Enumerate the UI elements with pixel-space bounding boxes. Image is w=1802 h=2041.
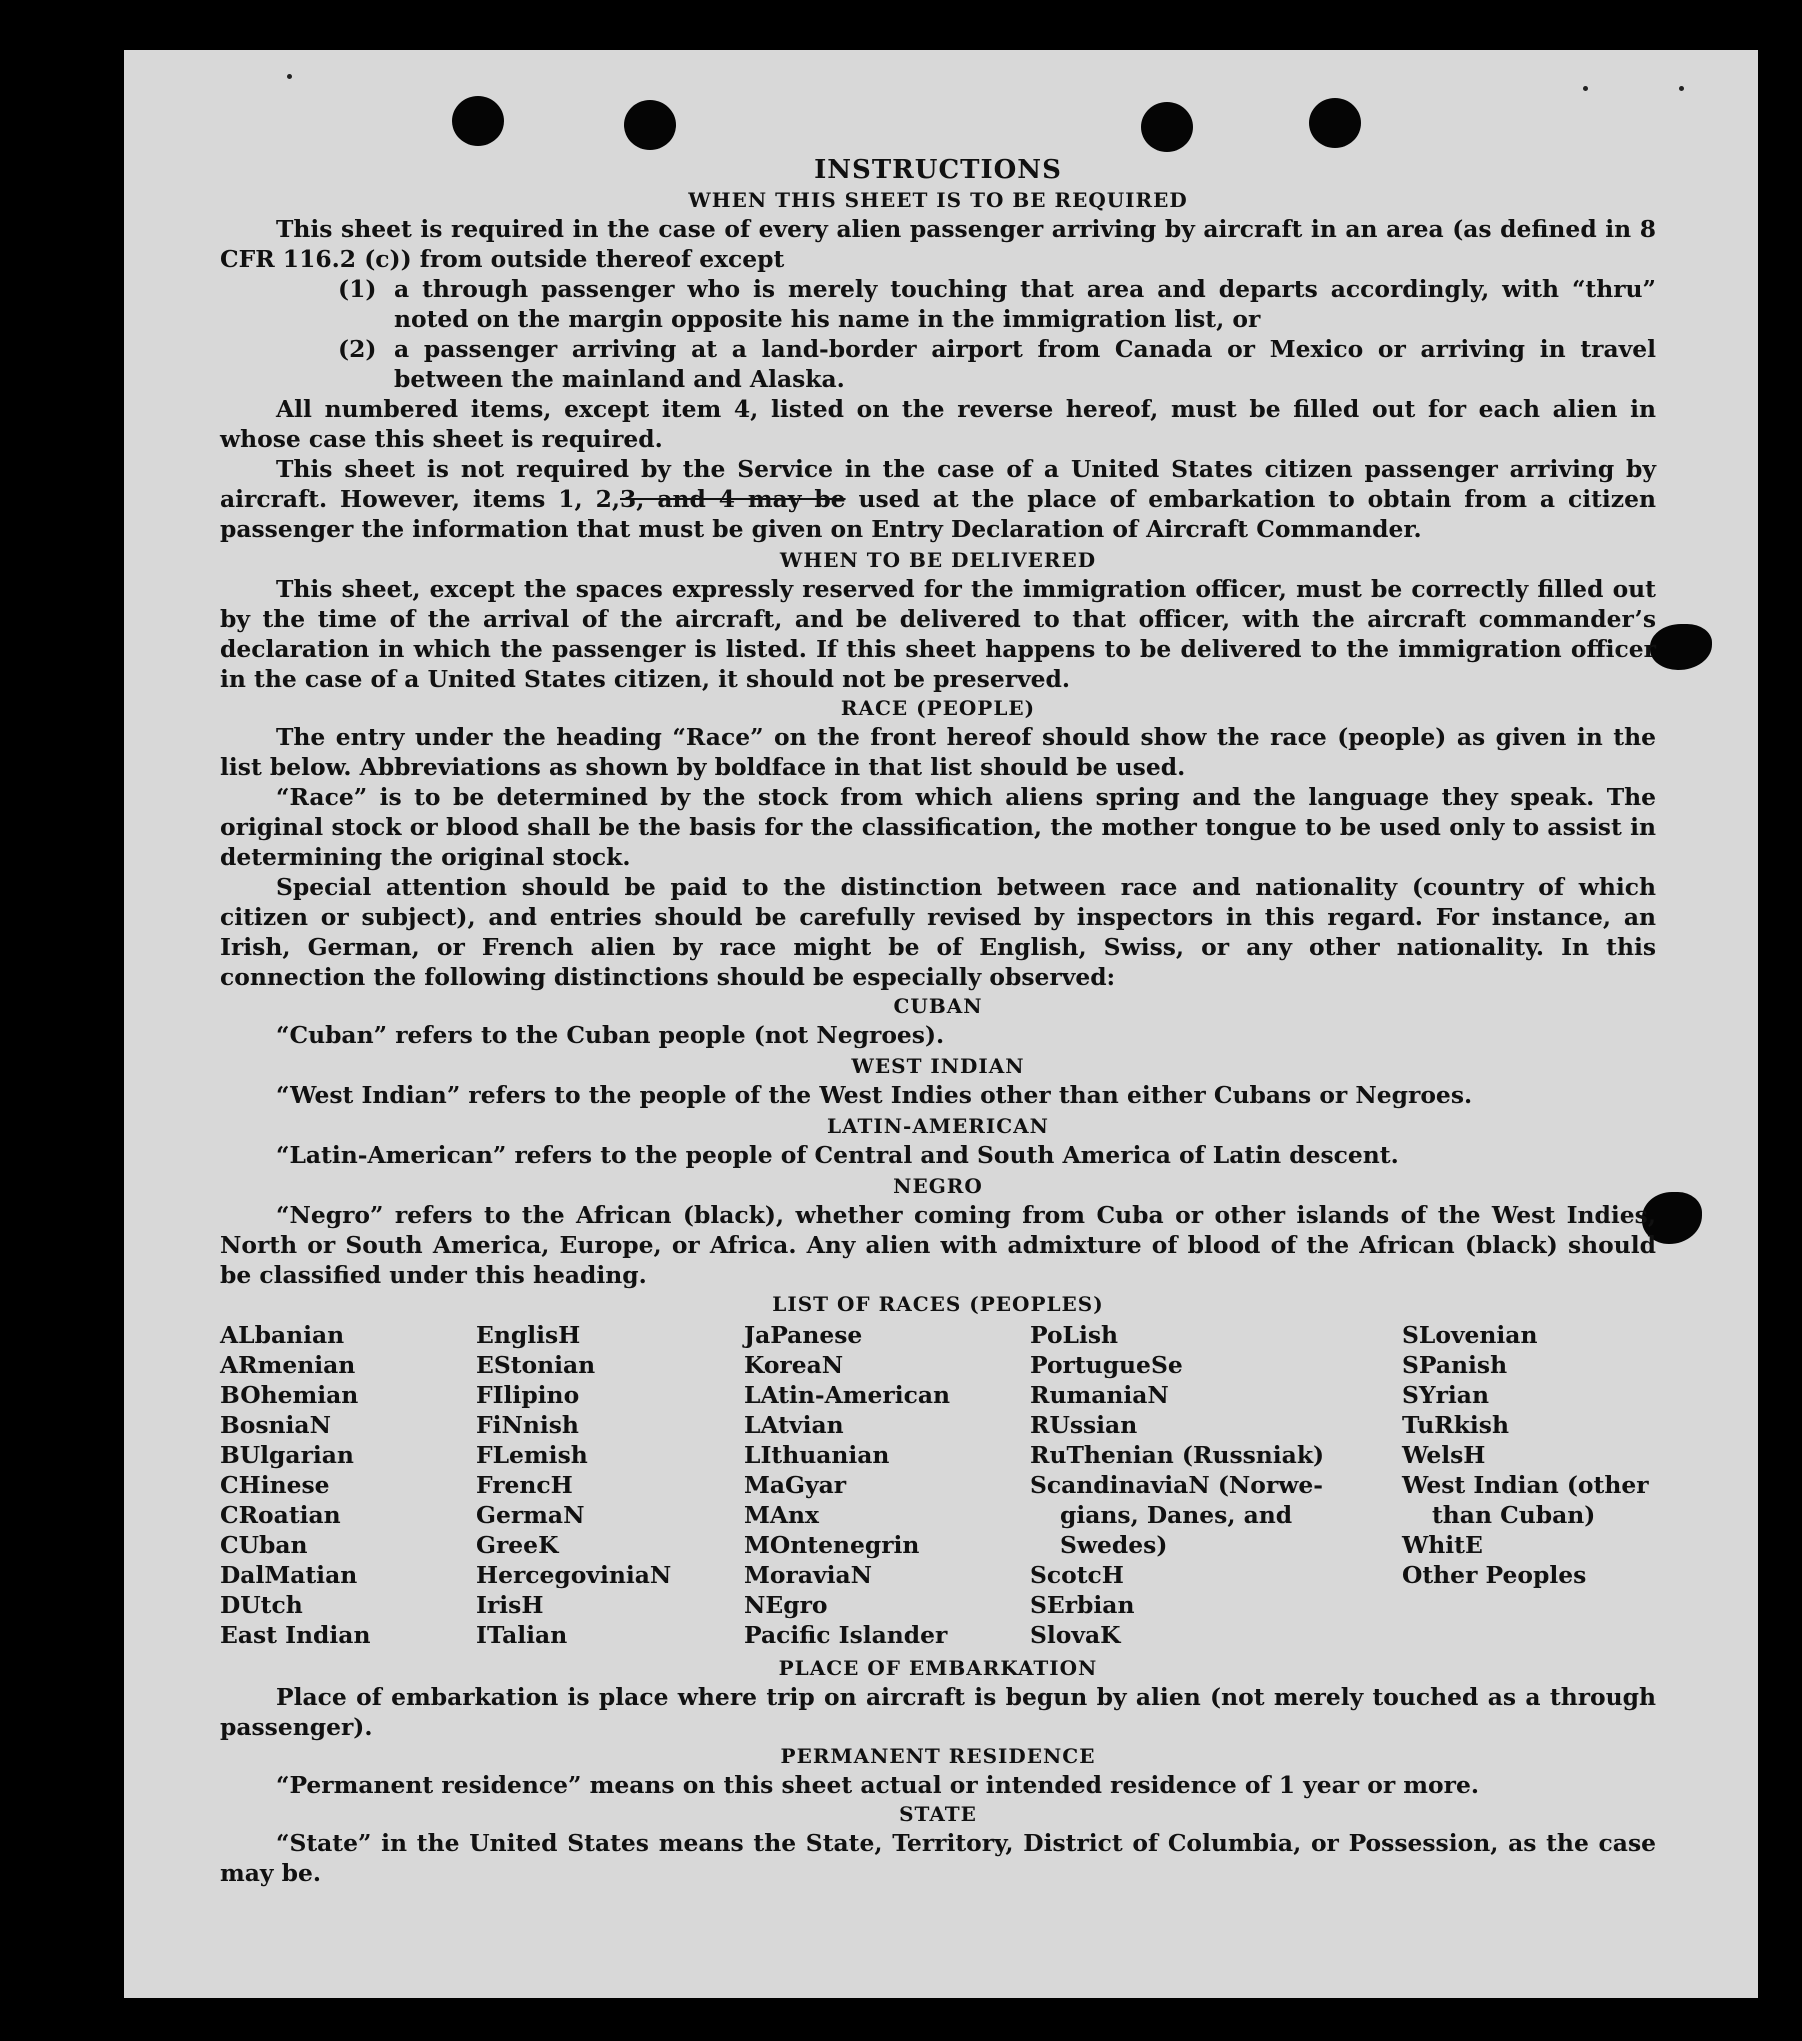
punch-hole [624,100,676,150]
race-entry: Other Peoples [1402,1561,1587,1589]
race-entry: West Indian (other [1402,1471,1649,1499]
page-title: INSTRUCTIONS [814,155,1062,185]
race-entry: LAtvian [744,1411,844,1439]
race-entry: GermaN [476,1501,585,1529]
race-entry: ALbanian [220,1321,345,1349]
race-entry: KoreaN [744,1351,844,1379]
race-entry: MoraviaN [744,1561,872,1589]
race-entry: FLemish [476,1441,588,1469]
race-entry: TuRkish [1402,1411,1509,1439]
race-entry: JaPanese [744,1321,863,1349]
latin-american-text: “Latin-American” refers to the people of Central and South America of Latin descent. [276,1141,1399,1169]
race-paragraph-2: “Race” is to be determined by the stock from which aliens spring and the language they speak. The original stock or blood shall be the basis for the classification, the mother tongue to be used only to assist in determining the original stock. [220,783,1656,871]
section-heading-state: STATE [899,1802,977,1826]
race-entry: MOntenegrin [744,1531,920,1559]
speck [1583,86,1588,91]
race-entry: PoLish [1030,1321,1119,1349]
race-entry: IrisH [476,1591,544,1619]
race-entry: MaGyar [744,1471,847,1499]
race-entry: than Cuban) [1432,1501,1596,1529]
punch-hole [1309,98,1361,148]
race-entry: FrencH [476,1471,573,1499]
speck [1679,86,1684,91]
section-heading-west-indian: WEST INDIAN [851,1054,1025,1078]
races-list [220,1320,1656,1650]
exception-item-2 [338,334,1656,394]
citizen-note-start: This sheet is not required by the Service in the case of a United States citizen passenger arriving by aircraft. However, items 1, 2, [220,455,1656,513]
exception-number: (1) [338,275,377,303]
race-entry: gians, Danes, and [1060,1501,1293,1529]
struck-text: 3, and 4 may be [620,485,846,513]
race-entry: ARmenian [220,1351,356,1379]
section-heading-required: WHEN THIS SHEET IS TO BE REQUIRED [688,188,1188,212]
punch-hole [1141,102,1193,152]
race-entry: SErbian [1030,1591,1135,1619]
races-column-5 [1402,1320,1656,1650]
race-entry: PortugueSe [1030,1351,1183,1379]
race-entry: NEgro [744,1591,828,1619]
race-entry: DalMatian [220,1561,358,1589]
race-entry: RuThenian (Russniak) [1030,1441,1325,1469]
state-text: “State” in the United States means the State, Territory, District of Columbia, or Possession, as the case may be. [220,1829,1656,1887]
race-paragraph-1: The entry under the heading “Race” on the front hereof should show the race (people) as given in the list below. Abbreviations as shown by boldface in that list should be used. [220,723,1656,781]
race-entry: BUlgarian [220,1441,354,1469]
west-indian-text: “West Indian” refers to the people of the West Indies other than either Cubans or Negroes. [276,1081,1473,1109]
races-column-2 [476,1320,744,1650]
residence-text: “Permanent residence” means on this sheet actual or intended residence of 1 year or more. [276,1771,1479,1799]
race-entry: SlovaK [1030,1621,1121,1649]
negro-text: “Negro” refers to the African (black), whether coming from Cuba or other islands of the West Indies, North or South America, Europe, or Africa. Any alien with admixture of blood of the African (black) should be classified under this heading. [220,1201,1656,1289]
cuban-text: “Cuban” refers to the Cuban people (not Negroes). [276,1021,945,1049]
race-entry: BosniaN [220,1411,331,1439]
section-heading-races-list: LIST OF RACES (PEOPLES) [772,1292,1104,1316]
race-entry: SLovenian [1402,1321,1538,1349]
race-entry: FIlipino [476,1381,580,1409]
race-entry: SYrian [1402,1381,1489,1409]
items-note: All numbered items, except item 4, listed on the reverse hereof, must be filled out for each alien in whose case this sheet is required. [220,395,1656,453]
exception-item-1 [338,274,1656,334]
section-heading-embarkation: PLACE OF EMBARKATION [778,1656,1098,1680]
race-entry: DUtch [220,1591,303,1619]
race-entry: EnglisH [476,1321,581,1349]
speck [287,74,292,79]
race-entry: SPanish [1402,1351,1508,1379]
race-entry: CHinese [220,1471,330,1499]
race-entry: Swedes) [1060,1531,1168,1559]
race-entry: GreeK [476,1531,559,1559]
race-entry: WhitE [1402,1531,1483,1559]
punch-hole [452,96,504,146]
section-heading-residence: PERMANENT RESIDENCE [780,1744,1096,1768]
instructions-content [220,154,1656,1888]
section-heading-negro: NEGRO [893,1174,983,1198]
exception-text: a through passenger who is merely touching that area and departs accordingly, with “thru” noted on the margin opposite his name in the immigration list, or [394,275,1656,333]
race-entry: MAnx [744,1501,819,1529]
section-heading-delivered: WHEN TO BE DELIVERED [779,548,1097,572]
race-entry: HercegoviniaN [476,1561,672,1589]
section-heading-race: RACE (PEOPLE) [840,696,1036,720]
section-heading-cuban: CUBAN [893,994,983,1018]
ink-blot [1650,624,1712,670]
citizen-note-end: used at the place of embarkation to obtain from a citizen passenger the information that must be given on Entry Declaration of Aircraft Commander. [220,485,1656,543]
exception-number: (2) [338,335,377,363]
race-entry: EStonian [476,1351,596,1379]
race-entry: FiNnish [476,1411,579,1439]
races-column-3 [744,1320,1030,1650]
race-entry: CRoatian [220,1501,341,1529]
race-paragraph-3: Special attention should be paid to the distinction between race and nationality (country of which citizen or subject), and entries should be carefully revised by inspectors in this regard. For instance, an Irish, German, or French alien by race might be of English, Swiss, or any other nationality. In this connection the following distinctions should be especially observed: [220,873,1656,991]
race-entry: ITalian [476,1621,568,1649]
races-column-1 [220,1320,476,1650]
race-entry: LIthuanian [744,1441,890,1469]
required-intro: This sheet is required in the case of every alien passenger arriving by aircraft in an area (as defined in 8 CFR 116.2 (c)) from outside thereof except [220,215,1656,273]
embarkation-text: Place of embarkation is place where trip on aircraft is begun by alien (not merely touched as a through passenger). [220,1683,1656,1741]
race-entry: RumaniaN [1030,1381,1169,1409]
delivered-text: This sheet, except the spaces expressly reserved for the immigration officer, must be correctly filled out by the time of the arrival of the aircraft, and be delivered to that officer, with the aircraft commander’s declaration in which the passenger is listed. If this sheet happens to be delivered to the immigration officer in the case of a United States citizen, it should not be preserved. [220,575,1656,693]
race-entry: ScotcH [1030,1561,1124,1589]
exception-text: a passenger arriving at a land-border airport from Canada or Mexico or arriving in travel between the mainland and Alaska. [394,335,1656,393]
document-sheet [124,50,1758,1998]
race-entry: ScandinaviaN (Norwe- [1030,1471,1323,1499]
race-entry: East Indian [220,1621,371,1649]
citizen-note [220,454,1656,544]
section-heading-latin-american: LATIN-AMERICAN [827,1114,1049,1138]
race-entry: Pacific Islander [744,1621,948,1649]
races-column-4 [1030,1320,1402,1650]
race-entry: RUssian [1030,1411,1138,1439]
race-entry: LAtin-American [744,1381,950,1409]
race-entry: CUban [220,1531,308,1559]
race-entry: BOhemian [220,1381,359,1409]
race-entry: WelsH [1402,1441,1486,1469]
